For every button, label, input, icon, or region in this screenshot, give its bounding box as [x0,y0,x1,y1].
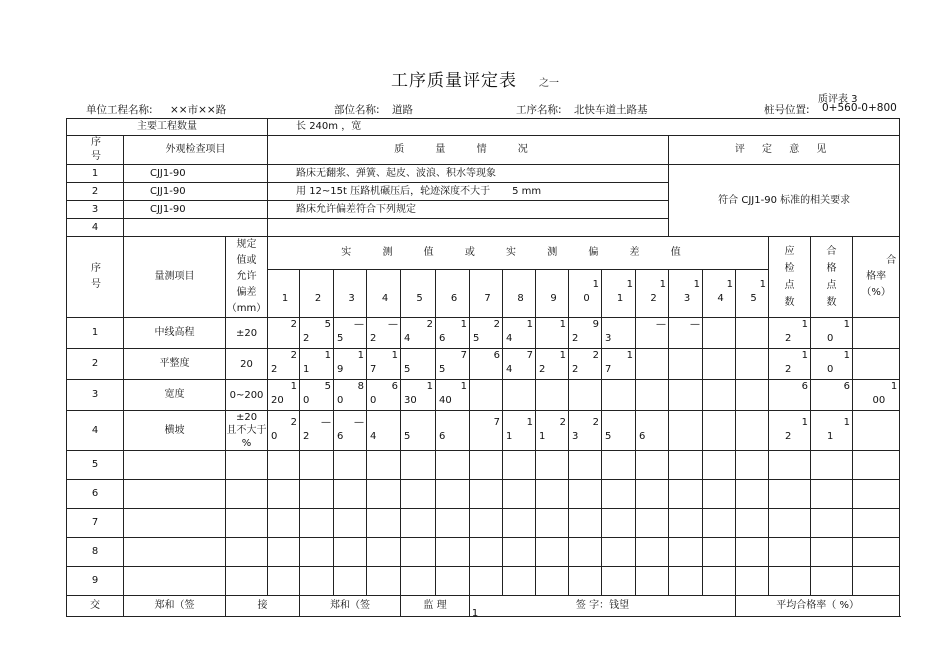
measured-value-cell: 1 6 [436,318,470,349]
measured-value-cell: 2 1 [536,411,569,451]
measured-value-cell [470,509,503,538]
measured-value-cell [736,509,769,538]
measure-rate-header: 合 格率 （%） [853,237,900,318]
measured-value-cell [636,349,669,380]
measured-value-cell [536,480,569,509]
measured-value-cell [503,380,536,411]
measure-row-item: 横坡 [124,411,226,451]
measured-value-cell [300,538,334,567]
measure-row [67,538,900,567]
measured-value-cell [268,509,300,538]
measured-value-cell [536,451,569,480]
measured-value-cell: 2 2 [268,349,300,380]
measured-value-cell: 6 [470,349,503,380]
quantity-value: 长 240m ，宽 [268,119,900,136]
measure-row-item: 中线高程 [124,318,226,349]
measured-value-cell [401,567,436,596]
measure-row-item [124,509,226,538]
measured-value-cell [669,567,703,596]
measured-value-cell [334,451,367,480]
measured-value-cell [367,538,401,567]
measured-value-cell: 2 4 [401,318,436,349]
point-header: 1 4 [703,269,736,317]
measured-value-cell [536,538,569,567]
measured-value-cell [569,567,602,596]
measured-value-cell [602,538,636,567]
measure-row-item [124,538,226,567]
measure-row-item [124,451,226,480]
measure-item-header: 量测项目 [124,237,226,318]
measured-value-cell [268,451,300,480]
measure-row-rate [853,538,900,567]
point-header: 1 2 [636,269,669,317]
measure-row-should [769,451,811,480]
point-header: 7 [470,269,503,317]
appearance-row-status: 路床无翻浆、弹簧、起皮、波浪、积水等现象 [268,165,669,183]
measured-value-cell [636,380,669,411]
supervisor-label: 监 理 [401,596,470,617]
measure-row-no: 9 [67,567,124,596]
measure-row [67,509,900,538]
measure-row-item [124,567,226,596]
appearance-row-item [124,219,268,237]
measured-value-cell [703,318,736,349]
measured-value-cell [300,480,334,509]
measured-value-cell [334,538,367,567]
measured-value-cell [736,451,769,480]
measure-row-rate [853,411,900,451]
point-header: 9 [536,269,569,317]
station-label: 桩号位置: [764,104,810,116]
measured-value-cell: 1 1 [503,411,536,451]
measure-row-item [124,480,226,509]
measure-row-tolerance: 0~200 [226,380,268,411]
measure-values-header: 实 测 值 或 实 测 偏 差 值 [268,237,769,270]
measured-value-cell [602,451,636,480]
measured-value-cell [536,380,569,411]
supervisor-signature: 签 字：钱望 [470,596,736,617]
measured-value-cell: 1 7 [367,349,401,380]
measured-value-cell [703,509,736,538]
measured-value-cell [736,380,769,411]
measured-value-cell: 2 5 [470,318,503,349]
measured-value-cell [703,567,736,596]
measured-value-cell: — 2 [367,318,401,349]
appearance-status-header: 质 量 情 况 [268,136,669,165]
measure-row-pass [811,509,853,538]
average-pass-rate: 平均合格率（ %） [736,596,900,617]
point-header: 1 5 [736,269,769,317]
measured-value-cell [669,349,703,380]
page-number: 1 [471,608,479,619]
measured-value-cell: 1 2 [536,349,569,380]
measured-value-cell: 5 [401,349,436,380]
measure-row-pass [811,538,853,567]
handover-signer: 郑和（签 [124,596,226,617]
process-name-label: 工序名称: [516,104,562,116]
rut-depth-value: 5 mm [512,185,542,197]
measured-value-cell [703,411,736,451]
measure-row [67,318,900,349]
measured-value-cell: 1 20 [268,380,300,411]
measure-row-should [769,480,811,509]
appearance-row-status: 用 12~15t 压路机碾压后，轮迹深度不大于 5 mm [268,183,669,201]
measure-row-pass [811,567,853,596]
receive-signer: 郑和（签 [300,596,401,617]
measure-row-should: 1 2 [769,349,811,380]
measured-value-cell [703,538,736,567]
measured-value-cell [401,480,436,509]
measured-value-cell [536,567,569,596]
measured-value-cell [503,480,536,509]
appearance-seq-header: 序号 [67,136,124,165]
measure-row-item: 平整度 [124,349,226,380]
measure-row [67,451,900,480]
measured-value-cell [503,538,536,567]
measured-value-cell [268,480,300,509]
evaluation-table [66,118,900,617]
measured-value-cell [602,380,636,411]
measured-value-cell [300,509,334,538]
measured-value-cell [569,538,602,567]
measure-row-pass [811,480,853,509]
measure-row-rate [853,480,900,509]
measured-value-cell: 2 3 [569,411,602,451]
appearance-row-status: 路床允许偏差符合下列规定 [268,201,669,219]
measured-value-cell [703,380,736,411]
point-header: 6 [436,269,470,317]
measured-value-cell [736,349,769,380]
quantity-label: 主要工程数量 [67,119,268,136]
process-name-value: 北快车道土路基 [574,104,648,116]
measured-value-cell [367,451,401,480]
measure-row-tolerance [226,451,268,480]
measure-row [67,567,900,596]
measured-value-cell: 5 2 [300,318,334,349]
measured-value-cell [736,538,769,567]
point-header: 1 [268,269,300,317]
measure-row-no: 6 [67,480,124,509]
measure-row-should: 1 2 [769,411,811,451]
measured-value-cell [569,451,602,480]
measured-value-cell [636,567,669,596]
measured-value-cell [470,380,503,411]
measure-row-tolerance [226,538,268,567]
measure-row-no: 4 [67,411,124,451]
measured-value-cell [636,538,669,567]
measure-row-pass: 1 1 [811,411,853,451]
measured-value-cell: 6 0 [367,380,401,411]
measured-value-cell: 2 [268,318,300,349]
measure-row-tolerance: ±20 [226,318,268,349]
measured-value-cell: — [636,318,669,349]
measured-value-cell [736,480,769,509]
measure-row-pass: 1 0 [811,349,853,380]
measure-row-no: 7 [67,509,124,538]
appearance-row-no: 3 [67,201,124,219]
measured-value-cell [636,451,669,480]
measured-value-cell: — 6 [334,411,367,451]
measured-value-cell: 9 2 [569,318,602,349]
measured-value-cell [602,509,636,538]
measured-value-cell: 1 7 [602,349,636,380]
measure-row-should [769,567,811,596]
unit-name-value: ××市××路 [170,104,227,116]
appearance-row-item: CJJ1-90 [124,183,268,201]
measured-value-cell [503,567,536,596]
measure-row-no: 5 [67,451,124,480]
measured-value-cell: — 5 [334,318,367,349]
measured-value-cell [367,509,401,538]
measure-row-no: 2 [67,349,124,380]
measured-value-cell [470,480,503,509]
measured-value-cell: 5 0 [300,380,334,411]
point-header: 4 [367,269,401,317]
appearance-opinion-header: 评 定 意 见 [669,136,900,165]
measure-row-should: 6 [769,380,811,411]
measure-seq-header: 序号 [67,237,124,318]
measured-value-cell [436,567,470,596]
measure-row-item: 宽度 [124,380,226,411]
measured-value-cell [268,538,300,567]
appearance-row-item: CJJ1-90 [124,165,268,183]
receive-label: 接 [226,596,300,617]
measured-value-cell [703,480,736,509]
form-title [0,66,950,91]
measured-value-cell: 7 [470,411,503,451]
point-header: 1 1 [602,269,636,317]
measured-value-cell [669,451,703,480]
measure-row-tolerance [226,480,268,509]
measure-row-rate [853,318,900,349]
measured-value-cell [536,509,569,538]
part-name-label: 部位名称: [334,104,380,116]
measured-value-cell [334,480,367,509]
measured-value-cell: 2 0 [268,411,300,451]
measured-value-cell [401,451,436,480]
measured-value-cell [268,567,300,596]
measure-should-header: 应 检 点 数 [769,237,811,318]
measure-row-should: 1 2 [769,318,811,349]
measure-row-tolerance [226,509,268,538]
point-header: 1 0 [569,269,602,317]
measured-value-cell [470,451,503,480]
measured-value-cell [503,451,536,480]
station-value: 0+560-0+800 [822,102,897,114]
measured-value-cell [602,480,636,509]
measured-value-cell [436,538,470,567]
measure-row [67,380,900,411]
measured-value-cell [436,509,470,538]
measured-value-cell [436,451,470,480]
measured-value-cell [669,480,703,509]
measure-row-pass [811,451,853,480]
measured-value-cell: 3 [602,318,636,349]
measured-value-cell: 8 0 [334,380,367,411]
appearance-row-no: 2 [67,183,124,201]
measured-value-cell: 6 [436,411,470,451]
measure-row-pass: 6 [811,380,853,411]
measured-value-cell: 1 30 [401,380,436,411]
measured-value-cell [736,411,769,451]
measure-row-rate [853,509,900,538]
appearance-item-header: 外观检查项目 [124,136,268,165]
measure-row-rate: 1 00 [853,380,900,411]
measure-row-rate [853,349,900,380]
measured-value-cell [334,509,367,538]
appearance-row-no: 4 [67,219,124,237]
measured-value-cell: — 2 [300,411,334,451]
measure-row-rate [853,567,900,596]
measured-value-cell [569,380,602,411]
measured-value-cell [334,567,367,596]
measured-value-cell [401,509,436,538]
measured-value-cell [401,538,436,567]
unit-name-label: 单位工程名称: [86,104,153,116]
measured-value-cell [736,318,769,349]
measured-value-cell [636,509,669,538]
measured-value-cell [367,567,401,596]
measured-value-cell [367,480,401,509]
measured-value-cell [636,480,669,509]
appearance-row-no: 1 [67,165,124,183]
appearance-opinion: 符合 CJJ1-90 标准的相关要求 [669,165,900,237]
measured-value-cell [669,538,703,567]
measured-value-cell [436,480,470,509]
measured-value-cell [703,451,736,480]
measured-value-cell [503,509,536,538]
measured-value-cell: 5 [602,411,636,451]
measured-value-cell [470,567,503,596]
measure-row-no: 3 [67,380,124,411]
measured-value-cell: — [669,318,703,349]
measure-row-no: 8 [67,538,124,567]
measured-value-cell: 1 40 [436,380,470,411]
measure-row-tolerance [226,567,268,596]
measure-row-no: 1 [67,318,124,349]
point-header: 8 [503,269,536,317]
measure-row-tolerance: 20 [226,349,268,380]
measured-value-cell [300,567,334,596]
appearance-row-item: CJJ1-90 [124,201,268,219]
measured-value-cell: 2 2 [569,349,602,380]
form-title-suffix: 之一 [539,78,559,89]
measured-value-cell [300,451,334,480]
measured-value-cell [669,509,703,538]
form-title-text: 工序质量评定表 [391,71,517,91]
measured-value-cell: 6 [636,411,669,451]
part-name-value: 道路 [392,104,413,116]
measured-value-cell: 1 9 [334,349,367,380]
measured-value-cell [669,380,703,411]
point-header: 3 [334,269,367,317]
measure-row [67,349,900,380]
measure-row-rate [853,451,900,480]
measured-value-cell [470,538,503,567]
handover-label: 交 [67,596,124,617]
appearance-row-status [268,219,669,237]
point-header: 1 3 [669,269,703,317]
measure-row-pass: 1 0 [811,318,853,349]
measured-value-cell [602,567,636,596]
measure-row [67,411,900,451]
measured-value-cell [569,480,602,509]
measure-tol-header: 规定 值或 允许 偏差 （mm） [226,237,268,318]
measured-value-cell: 1 1 [300,349,334,380]
measured-value-cell: 4 [367,411,401,451]
measure-row-should [769,538,811,567]
measured-value-cell [669,411,703,451]
point-header: 2 [300,269,334,317]
measured-value-cell: 1 [536,318,569,349]
point-header: 5 [401,269,436,317]
measured-value-cell: 7 4 [503,349,536,380]
measure-pass-header: 合 格 点 数 [811,237,853,318]
appearance-row [67,165,900,183]
measured-value-cell: 1 4 [503,318,536,349]
measured-value-cell: 7 5 [436,349,470,380]
measure-row-should [769,509,811,538]
measure-row-tolerance: ±20 且不大于 % [226,412,267,449]
measured-value-cell: 5 [401,411,436,451]
form-number: 质评表 3 [818,94,858,105]
measured-value-cell [569,509,602,538]
measure-row [67,480,900,509]
measured-value-cell [703,349,736,380]
measured-value-cell [736,567,769,596]
